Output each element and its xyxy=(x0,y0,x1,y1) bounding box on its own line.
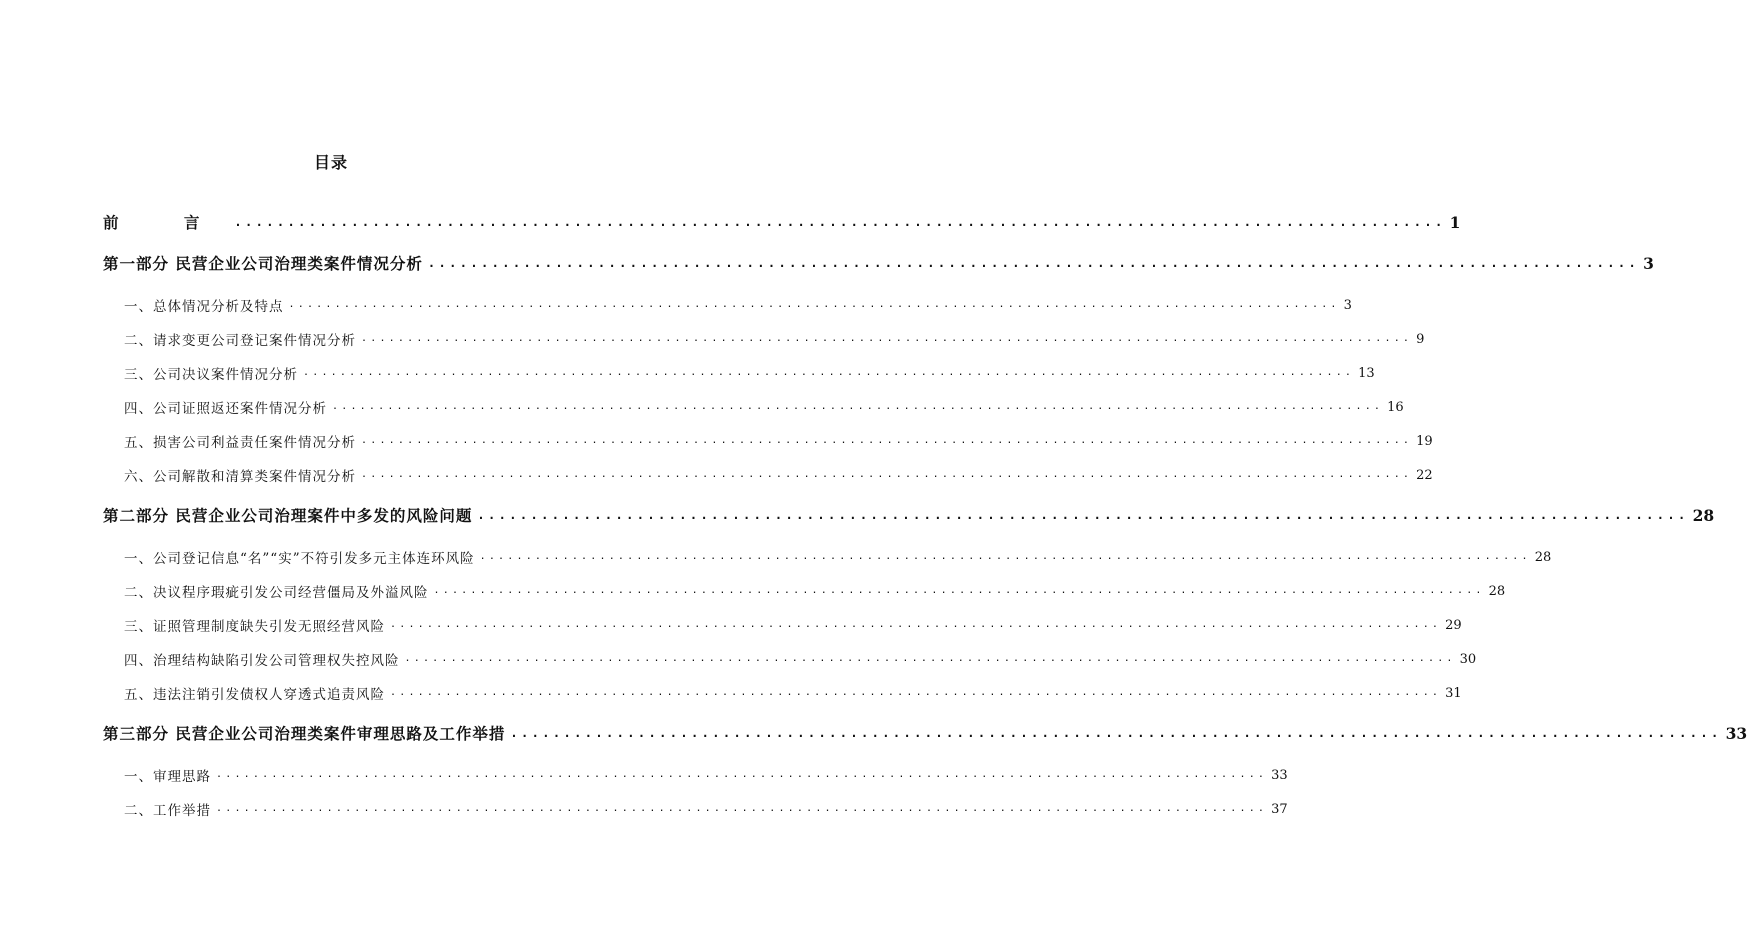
dot-leader: .................................................................................................................. xyxy=(303,366,1355,378)
toc-entry-section[interactable] xyxy=(103,792,1288,826)
toc-entry-page: 13 xyxy=(1358,365,1375,381)
dot-leader: .................................................................................................................. xyxy=(234,215,1446,229)
dot-leader: .................................................................................................................. xyxy=(361,332,1413,344)
toc-entry-preface[interactable] xyxy=(103,206,1461,240)
toc-entry-section[interactable] xyxy=(103,574,1506,608)
toc-entry-page: 30 xyxy=(1459,651,1477,667)
dot-leader: .................................................................................................................. xyxy=(404,652,1456,664)
toc-entry-page: 28 xyxy=(1534,549,1552,565)
dot-leader: .................................................................................................................. xyxy=(390,618,1442,630)
toc-entry-section[interactable] xyxy=(103,608,1462,642)
dot-leader: .................................................................................................................. xyxy=(510,726,1722,740)
toc-entry-title: 二、请求变更公司登记案件情况分析 xyxy=(124,333,356,349)
toc-entry-section[interactable] xyxy=(103,288,1352,322)
toc-entry-page: 29 xyxy=(1445,617,1462,633)
toc-entry-part-2[interactable] xyxy=(103,492,1715,540)
toc-entry-page: 1 xyxy=(1449,213,1461,233)
toc-entry-section[interactable] xyxy=(103,390,1404,424)
toc-entry-title: 五、损害公司利益责任案件情况分析 xyxy=(124,435,356,451)
page-title: 目录 xyxy=(313,153,348,172)
toc-entry-page: 19 xyxy=(1416,433,1433,449)
toc-entry-page: 28 xyxy=(1692,506,1715,526)
dot-leader: .................................................................................................................. xyxy=(390,686,1442,698)
toc-entry-title: 三、公司决议案件情况分析 xyxy=(124,367,298,383)
toc-entry-title: 一、总体情况分析及特点 xyxy=(124,299,284,315)
toc-entry-title: 三、证照管理制度缺失引发无照经营风险 xyxy=(124,619,385,635)
toc-entry-section[interactable] xyxy=(103,322,1425,356)
dot-leader: .................................................................................................................. xyxy=(332,400,1384,412)
toc-entry-title: 二、工作举措 xyxy=(124,803,211,819)
toc-entry-page: 9 xyxy=(1416,331,1425,347)
toc-entry-section[interactable] xyxy=(103,758,1288,792)
toc-entry-section[interactable] xyxy=(103,642,1477,676)
dot-leader: .................................................................................................................. xyxy=(288,298,1340,310)
toc-entry-title: 二、决议程序瑕疵引发公司经营僵局及外溢风险 xyxy=(124,585,429,601)
toc-entry-page: 37 xyxy=(1271,801,1288,817)
toc-entry-page: 16 xyxy=(1387,399,1404,415)
toc-entry-title: 一、公司登记信息“名”“实”不符引发多元主体连环风险 xyxy=(124,551,475,567)
toc-entry-page: 33 xyxy=(1725,724,1747,744)
toc-entry-part-3[interactable] xyxy=(103,710,1747,758)
toc-entry-page: 3 xyxy=(1343,297,1352,313)
dot-leader: .................................................................................................................. xyxy=(433,584,1485,596)
toc-entry-title: 四、治理结构缺陷引发公司管理权失控风险 xyxy=(124,653,400,669)
toc-entry-section[interactable] xyxy=(103,540,1552,574)
toc-entry-page: 33 xyxy=(1271,767,1288,783)
toc-entry-page: 31 xyxy=(1445,685,1462,701)
toc-entry-page: 28 xyxy=(1488,583,1506,599)
toc-entry-title: 五、违法注销引发债权人穿透式追责风险 xyxy=(124,687,385,703)
toc-entry-title: 六、公司解散和清算类案件情况分析 xyxy=(124,469,356,485)
toc-entry-section[interactable] xyxy=(103,356,1375,390)
toc-entry-page: 3 xyxy=(1643,254,1654,274)
toc-entry-section[interactable] xyxy=(103,676,1462,710)
dot-leader: .................................................................................................................. xyxy=(361,468,1413,480)
toc-entry-title: 前 言 xyxy=(103,213,230,233)
toc-entry-title: 第二部分 民营企业公司治理案件中多发的风险问题 xyxy=(103,506,473,526)
dot-leader: .................................................................................................................. xyxy=(477,508,1689,522)
toc-entry-page: 22 xyxy=(1416,467,1433,483)
toc-entry-title: 一、审理思路 xyxy=(124,769,211,785)
toc-entry-title: 第三部分 民营企业公司治理类案件审理思路及工作举措 xyxy=(103,724,506,744)
toc-entry-title: 四、公司证照返还案件情况分析 xyxy=(124,401,327,417)
dot-leader: .................................................................................................................. xyxy=(479,550,1531,562)
dot-leader: .................................................................................................................. xyxy=(216,802,1268,814)
dot-leader: .................................................................................................................. xyxy=(361,434,1413,446)
toc-entry-title: 第一部分 民营企业公司治理类案件情况分析 xyxy=(103,254,423,274)
toc-entry-part-1[interactable] xyxy=(103,240,1654,288)
dot-leader: .................................................................................................................. xyxy=(216,768,1268,780)
dot-leader: .................................................................................................................. xyxy=(427,256,1640,270)
table-of-contents xyxy=(103,206,1747,826)
toc-entry-section[interactable] xyxy=(103,458,1433,492)
toc-entry-section[interactable] xyxy=(103,424,1433,458)
